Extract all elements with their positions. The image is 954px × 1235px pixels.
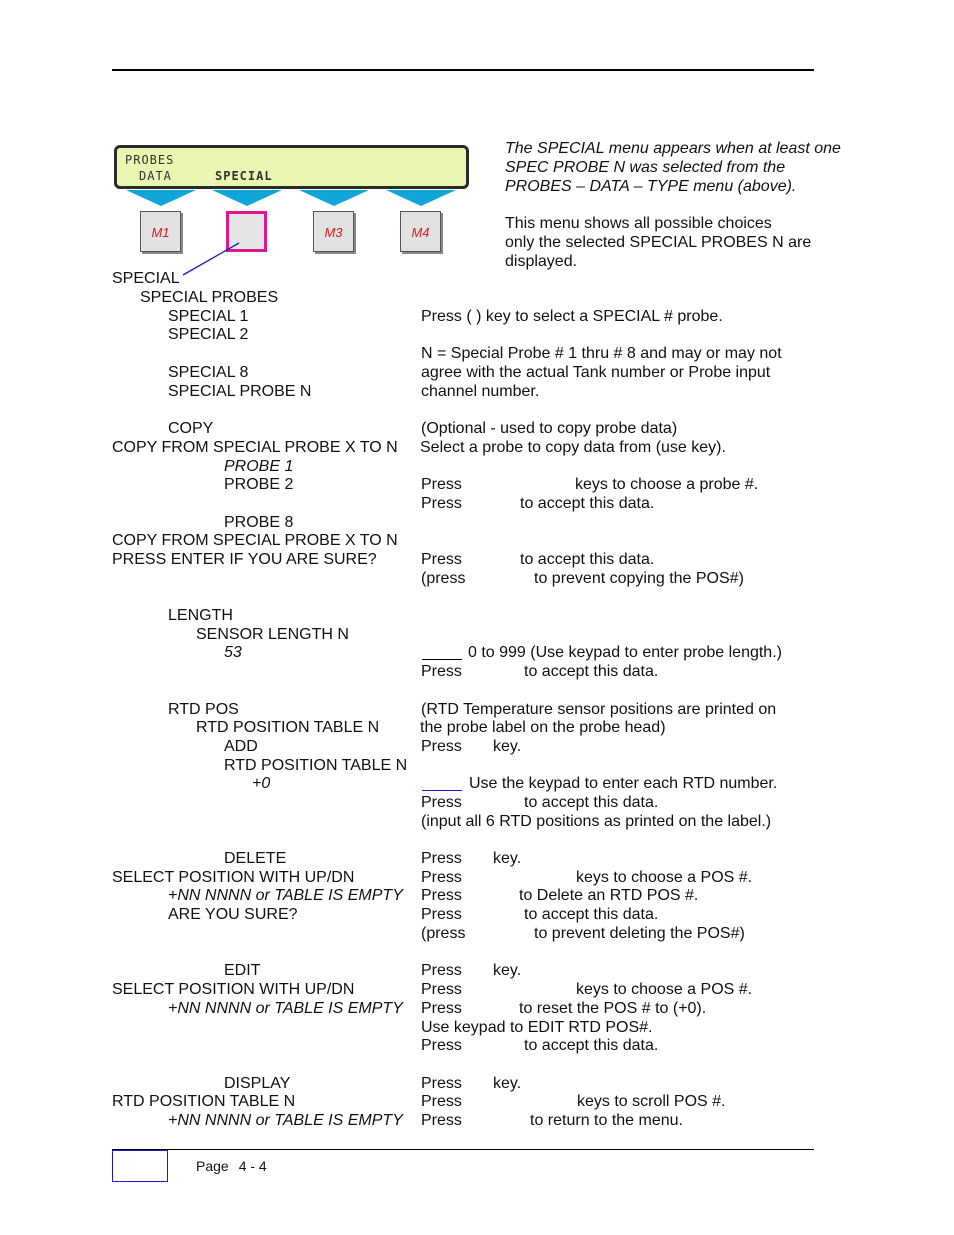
lcd-line-1: PROBES: [125, 153, 175, 167]
menu-special-probes: SPECIAL PROBES: [140, 289, 279, 306]
intro-note: The SPECIAL menu appears when at least one SPEC PROBE N was selected from the PROBES – DATA – TYPE menu (above).: [505, 140, 841, 195]
rtd-note-2: the probe label on the probe head): [420, 719, 666, 736]
note-optional-copy: (Optional - used to copy probe data): [421, 420, 678, 437]
instruction-return: to return to the menu.: [530, 1112, 683, 1129]
rtd-add-value: +0: [252, 775, 271, 792]
menu-rtd-pos: RTD POS: [168, 701, 239, 718]
page-number: Page 4 - 4: [196, 1158, 267, 1174]
instruction-accept: to accept this data.: [524, 663, 659, 680]
entry-underline: [422, 790, 462, 791]
position-value: +NN NNNN or TABLE IS EMPTY: [168, 1000, 403, 1017]
instruction-prevent-delete: to prevent deleting the POS#): [534, 925, 745, 942]
instruction-scroll: keys to scroll POS #.: [577, 1093, 726, 1110]
are-you-sure-prompt: ARE YOU SURE?: [168, 906, 298, 923]
menu-delete: DELETE: [224, 850, 287, 867]
intro-note-2: This menu shows all possible choices only the selected SPECIAL PROBES N are displayed.: [505, 215, 812, 270]
option-special-probe-n: SPECIAL PROBE N: [168, 383, 312, 400]
instruction-choose-probe: keys to choose a probe #.: [575, 476, 759, 493]
m1-key[interactable]: M1: [140, 211, 181, 252]
m3-key[interactable]: M3: [313, 211, 354, 252]
menu-length: LENGTH: [168, 607, 233, 624]
instruction-choose-pos: keys to choose a POS #.: [576, 981, 753, 998]
copy-from-prompt: COPY FROM SPECIAL PROBE X TO N: [112, 439, 398, 456]
option-special-8: SPECIAL 8: [168, 364, 249, 381]
callout-line: [180, 240, 242, 278]
header-rule: [112, 69, 814, 71]
footer-rule: [112, 1149, 814, 1150]
menu-special: SPECIAL: [112, 270, 180, 287]
rtd-table-display-label: RTD POSITION TABLE N: [112, 1093, 296, 1110]
sensor-length-value: 53: [224, 644, 242, 661]
option-special-2: SPECIAL 2: [168, 326, 249, 343]
arrow-down-icon: [126, 190, 196, 206]
copy-from-confirm: COPY FROM SPECIAL PROBE X TO N: [112, 532, 398, 549]
position-value: +NN NNNN or TABLE IS EMPTY: [168, 887, 403, 904]
m4-key[interactable]: M4: [400, 211, 441, 252]
rtd-table-add-label: RTD POSITION TABLE N: [224, 757, 408, 774]
select-position-prompt: SELECT POSITION WITH UP/DN: [112, 869, 355, 886]
note-n-1: N = Special Probe # 1 thru # 8 and may or may not: [421, 345, 782, 362]
menu-display: DISPLAY: [224, 1075, 291, 1092]
menu-add: ADD: [224, 738, 258, 755]
footer-logo-box: [112, 1150, 168, 1182]
option-special-1: SPECIAL 1: [168, 308, 249, 325]
note-n-2: agree with the actual Tank number or Probe input: [421, 364, 771, 381]
instruction-choose-pos: keys to choose a POS #.: [576, 869, 753, 886]
instruction-accept: to accept this data.: [520, 495, 655, 512]
arrow-down-icon: [299, 190, 369, 206]
arrow-down-icon: [386, 190, 456, 206]
instruction-accept: to accept this data.: [524, 1037, 659, 1054]
probe-1-value: PROBE 1: [224, 458, 294, 475]
position-value: +NN NNNN or TABLE IS EMPTY: [168, 1112, 403, 1129]
instruction-select-special: Press ( ) key to select a SPECIAL # probe.: [421, 308, 723, 325]
entry-underline: [422, 659, 462, 660]
lcd-selected-item: SPECIAL: [215, 169, 273, 183]
instruction-select-probe: Select a probe to copy data from (use key).: [420, 439, 726, 456]
lcd-display: [114, 145, 469, 189]
probe-8-value: PROBE 8: [224, 514, 294, 531]
instruction-delete: to Delete an RTD POS #.: [519, 887, 699, 904]
instruction-enter-rtd: Use the keypad to enter each RTD number.: [469, 775, 778, 792]
press-enter-prompt: PRESS ENTER IF YOU ARE SURE?: [112, 551, 377, 568]
lcd-line-2: DATA: [139, 169, 172, 183]
sensor-length-label: SENSOR LENGTH N: [196, 626, 349, 643]
select-position-prompt: SELECT POSITION WITH UP/DN: [112, 981, 355, 998]
note-n-3: channel number.: [421, 383, 540, 400]
instruction-accept: to accept this data.: [524, 794, 659, 811]
probe-2-value: PROBE 2: [224, 476, 294, 493]
instruction-accept: to accept this data.: [524, 906, 659, 923]
rtd-table-label: RTD POSITION TABLE N: [196, 719, 380, 736]
arrow-down-icon: [212, 190, 282, 206]
instruction-edit: Use keypad to EDIT RTD POS#.: [421, 1019, 653, 1036]
instruction-accept: to accept this data.: [520, 551, 655, 568]
instruction-reset: to reset the POS # to (+0).: [519, 1000, 707, 1017]
length-range: 0 to 999 (Use keypad to enter probe length.): [468, 644, 782, 661]
rtd-note-1: (RTD Temperature sensor positions are printed on: [421, 701, 777, 718]
note-input-all: (input all 6 RTD positions as printed on the label.): [421, 813, 772, 830]
menu-edit: EDIT: [224, 962, 261, 979]
menu-copy: COPY: [168, 420, 214, 437]
instruction-prevent-copy: to prevent copying the POS#): [534, 570, 744, 587]
